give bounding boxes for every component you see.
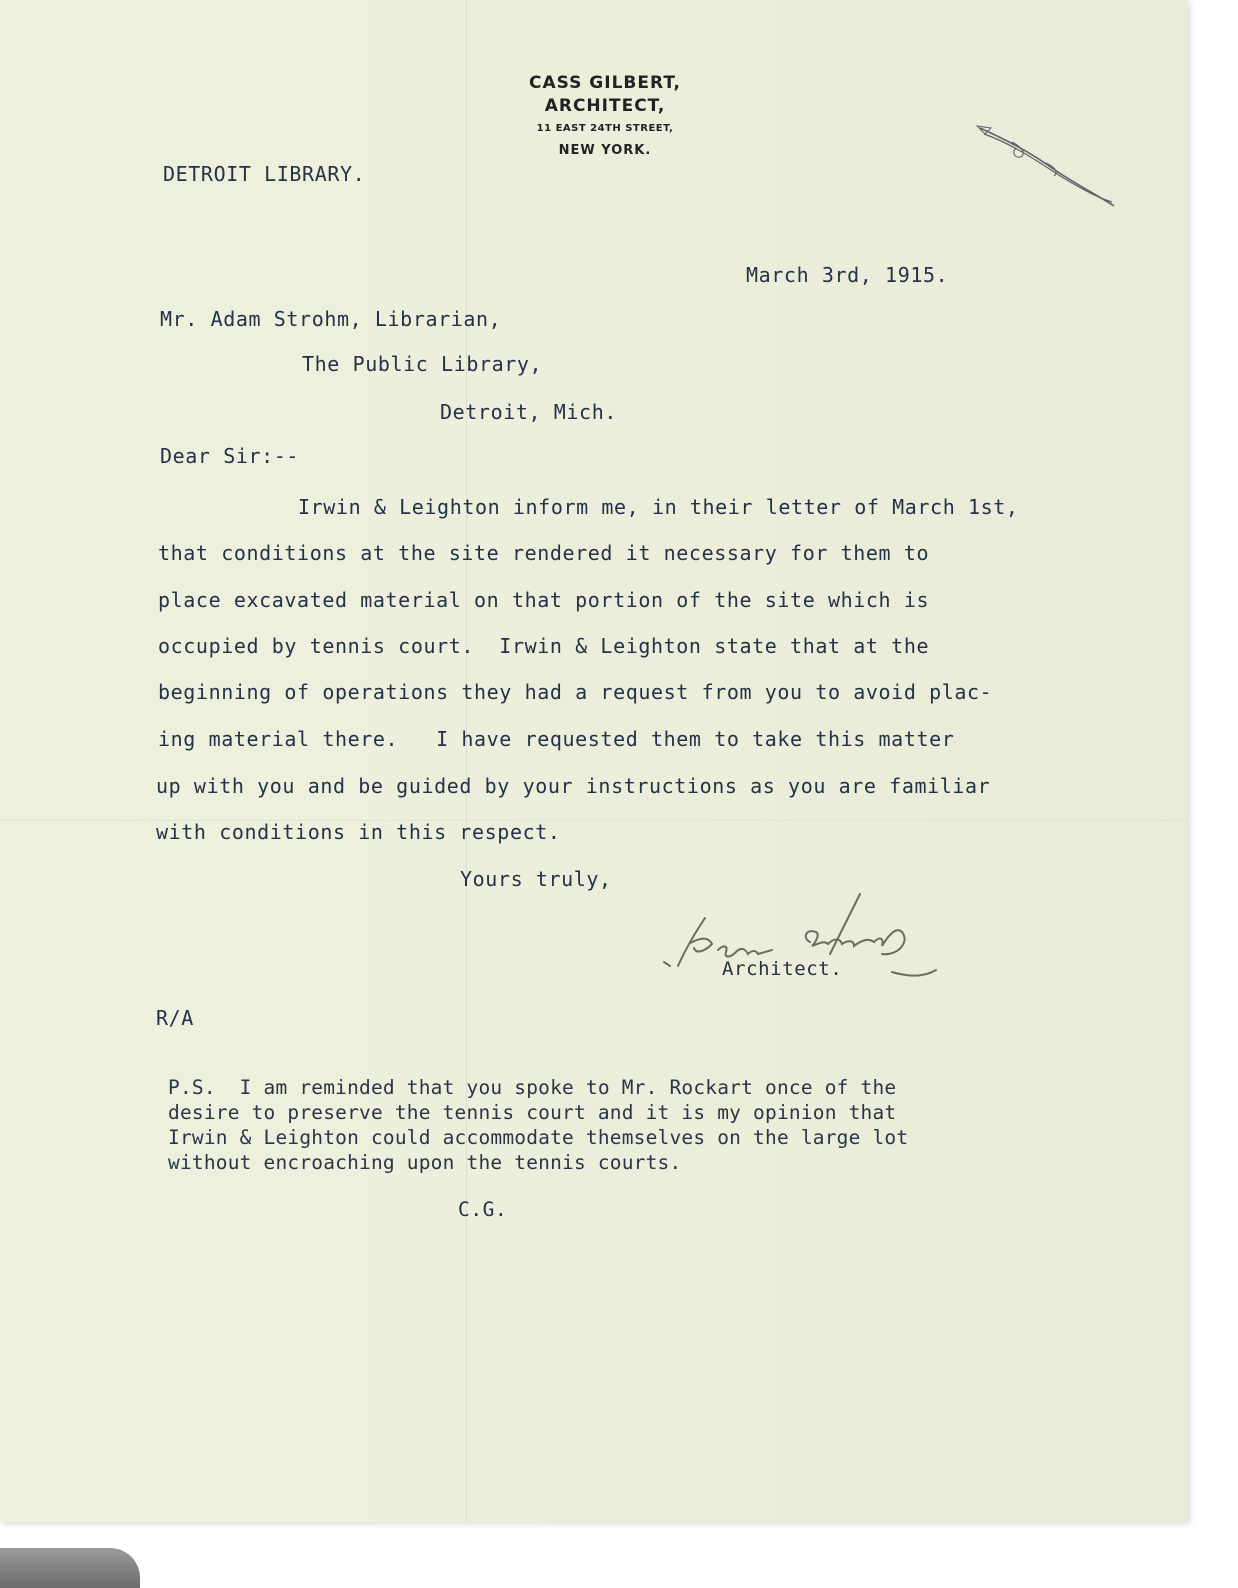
letterhead — [480, 72, 730, 162]
recipient-organization: The Public Library, — [302, 352, 543, 376]
letterhead-name: CASS GILBERT, — [529, 73, 681, 93]
body-line: beginning of operations they had a request from you to avoid plac- — [158, 680, 993, 704]
postscript-line: without encroaching upon the tennis courts. — [168, 1151, 682, 1174]
recipient-name: Mr. Adam Strohm, Librarian, — [160, 307, 502, 331]
postscript — [168, 1075, 908, 1175]
pen-mark-icon — [972, 120, 1122, 215]
file-label: DETROIT LIBRARY. — [163, 162, 366, 186]
postscript-signoff: C.G. — [458, 1198, 508, 1221]
postscript-line: P.S. I am reminded that you spoke to Mr. Rockart once of the — [168, 1076, 897, 1099]
postscript-line: Irwin & Leighton could accommodate themselves on the large lot — [168, 1126, 909, 1149]
letterhead-street: 11 EAST 24TH STREET, — [536, 123, 674, 134]
scanner-edge — [0, 1548, 140, 1588]
recipient-city: Detroit, Mich. — [440, 400, 617, 424]
letterhead-city: NEW YORK. — [558, 143, 652, 158]
postscript-line: desire to preserve the tennis court and it is my opinion that — [168, 1101, 897, 1124]
letterhead-profession: ARCHITECT, — [544, 96, 666, 116]
body-line: occupied by tennis court. Irwin & Leighton state that at the — [158, 634, 930, 658]
signature-title: Architect. — [722, 958, 843, 980]
body-line: that conditions at the site rendered it necessary for them to — [158, 541, 930, 565]
body-line: ing material there. I have requested them to take this matter — [158, 727, 955, 751]
body-line: with conditions in this respect. — [156, 820, 561, 844]
body-line: Irwin & Leighton inform me, in their letter of March 1st, — [298, 495, 1019, 519]
typist-initials: R/A — [156, 1006, 194, 1030]
body-line: place excavated material on that portion of the site which is — [158, 588, 930, 612]
salutation: Dear Sir:-- — [160, 444, 300, 468]
letter-date: March 3rd, 1915. — [746, 263, 949, 287]
body-line: up with you and be guided by your instructions as you are familiar — [156, 774, 991, 798]
closing: Yours truly, — [460, 867, 612, 891]
fold-line-vertical — [466, 0, 467, 1522]
